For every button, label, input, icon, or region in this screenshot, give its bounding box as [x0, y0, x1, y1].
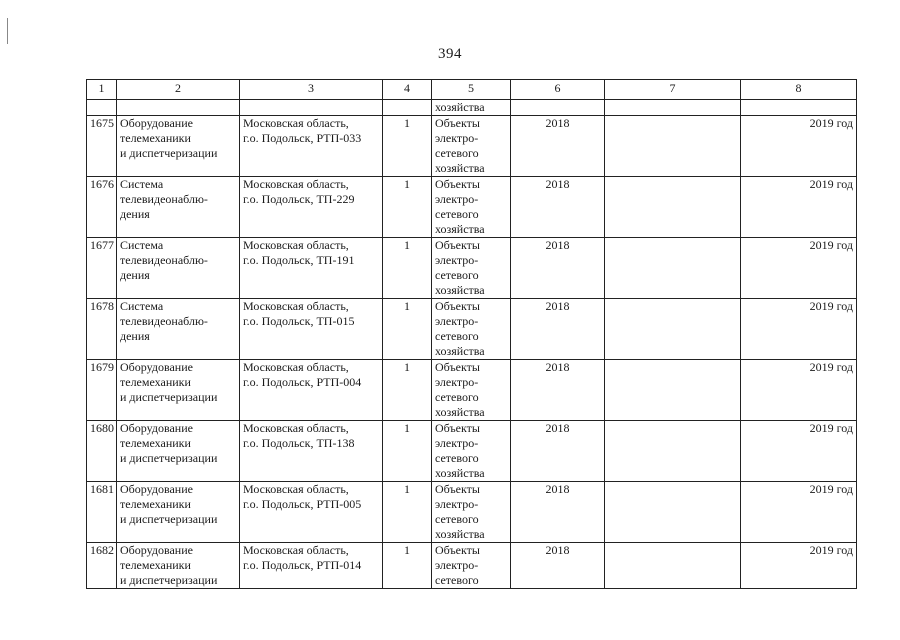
quantity: 1: [383, 421, 432, 482]
completion-date: 2019 год: [741, 299, 857, 360]
equipment-name: Оборудование телемеханики и диспетчеризации: [117, 116, 240, 177]
continuation-cell-2: [117, 100, 240, 116]
column-7-value: [605, 482, 741, 543]
location: Московская область, г.о. Подольск, РТП-014: [240, 543, 383, 589]
table-row: [87, 177, 857, 238]
continuation-cell-3: [240, 100, 383, 116]
column-7-value: [605, 238, 741, 299]
quantity: 1: [383, 177, 432, 238]
column-header-3: 3: [240, 80, 383, 100]
row-number: 1680: [87, 421, 117, 482]
row-number: 1677: [87, 238, 117, 299]
year: 2018: [511, 299, 605, 360]
quantity: 1: [383, 238, 432, 299]
year: 2018: [511, 177, 605, 238]
completion-date: 2019 год: [741, 360, 857, 421]
asset-registry-table: [86, 79, 857, 589]
column-7-value: [605, 116, 741, 177]
continuation-cell-7: [605, 100, 741, 116]
row-number: 1679: [87, 360, 117, 421]
column-header-4: 4: [383, 80, 432, 100]
column-header-2: 2: [117, 80, 240, 100]
year: 2018: [511, 543, 605, 589]
completion-date: 2019 год: [741, 238, 857, 299]
quantity: 1: [383, 482, 432, 543]
column-header-7: 7: [605, 80, 741, 100]
table-row: [87, 482, 857, 543]
quantity: 1: [383, 543, 432, 589]
column-7-value: [605, 421, 741, 482]
equipment-name: Система телевидеонаблю- дения: [117, 238, 240, 299]
year: 2018: [511, 360, 605, 421]
row-number: 1682: [87, 543, 117, 589]
continuation-cell-1: [87, 100, 117, 116]
location: Московская область, г.о. Подольск, ТП-015: [240, 299, 383, 360]
year: 2018: [511, 116, 605, 177]
scan-margin-mark: [7, 18, 8, 44]
equipment-name: Оборудование телемеханики и диспетчеризации: [117, 543, 240, 589]
page-number: 394: [438, 46, 462, 62]
table-row: [87, 238, 857, 299]
column-header-5: 5: [432, 80, 511, 100]
row-number: 1675: [87, 116, 117, 177]
location: Московская область, г.о. Подольск, РТП-004: [240, 360, 383, 421]
year: 2018: [511, 238, 605, 299]
asset-category: Объекты электро- сетевого: [432, 543, 511, 589]
equipment-name: Оборудование телемеханики и диспетчеризации: [117, 482, 240, 543]
location: Московская область, г.о. Подольск, ТП-229: [240, 177, 383, 238]
year: 2018: [511, 421, 605, 482]
asset-category: Объекты электро- сетевого хозяйства: [432, 421, 511, 482]
table-row: [87, 543, 857, 589]
asset-category: Объекты электро- сетевого хозяйства: [432, 116, 511, 177]
asset-category: Объекты электро- сетевого хозяйства: [432, 360, 511, 421]
completion-date: 2019 год: [741, 177, 857, 238]
continuation-cell-8: [741, 100, 857, 116]
year: 2018: [511, 482, 605, 543]
quantity: 1: [383, 116, 432, 177]
column-header-8: 8: [741, 80, 857, 100]
column-header-6: 6: [511, 80, 605, 100]
table-row: [87, 421, 857, 482]
equipment-name: Система телевидеонаблю- дения: [117, 177, 240, 238]
column-7-value: [605, 360, 741, 421]
table-row: [87, 116, 857, 177]
row-number: 1678: [87, 299, 117, 360]
quantity: 1: [383, 299, 432, 360]
asset-category: Объекты электро- сетевого хозяйства: [432, 482, 511, 543]
table-row: [87, 360, 857, 421]
column-7-value: [605, 177, 741, 238]
continuation-cell-5: хозяйства: [432, 100, 511, 116]
header-row: [87, 80, 857, 100]
column-header-1: 1: [87, 80, 117, 100]
asset-category: Объекты электро- сетевого хозяйства: [432, 238, 511, 299]
continuation-cell-6: [511, 100, 605, 116]
location: Московская область, г.о. Подольск, РТП-005: [240, 482, 383, 543]
equipment-name: Оборудование телемеханики и диспетчеризации: [117, 421, 240, 482]
continuation-row: [87, 100, 857, 116]
quantity: 1: [383, 360, 432, 421]
column-7-value: [605, 543, 741, 589]
location: Московская область, г.о. Подольск, ТП-191: [240, 238, 383, 299]
equipment-name: Оборудование телемеханики и диспетчеризации: [117, 360, 240, 421]
completion-date: 2019 год: [741, 482, 857, 543]
continuation-cell-4: [383, 100, 432, 116]
completion-date: 2019 год: [741, 116, 857, 177]
row-number: 1681: [87, 482, 117, 543]
location: Московская область, г.о. Подольск, РТП-033: [240, 116, 383, 177]
asset-category: Объекты электро- сетевого хозяйства: [432, 299, 511, 360]
completion-date: 2019 год: [741, 543, 857, 589]
column-7-value: [605, 299, 741, 360]
asset-category: Объекты электро- сетевого хозяйства: [432, 177, 511, 238]
completion-date: 2019 год: [741, 421, 857, 482]
location: Московская область, г.о. Подольск, ТП-138: [240, 421, 383, 482]
row-number: 1676: [87, 177, 117, 238]
equipment-name: Система телевидеонаблю- дения: [117, 299, 240, 360]
table-row: [87, 299, 857, 360]
